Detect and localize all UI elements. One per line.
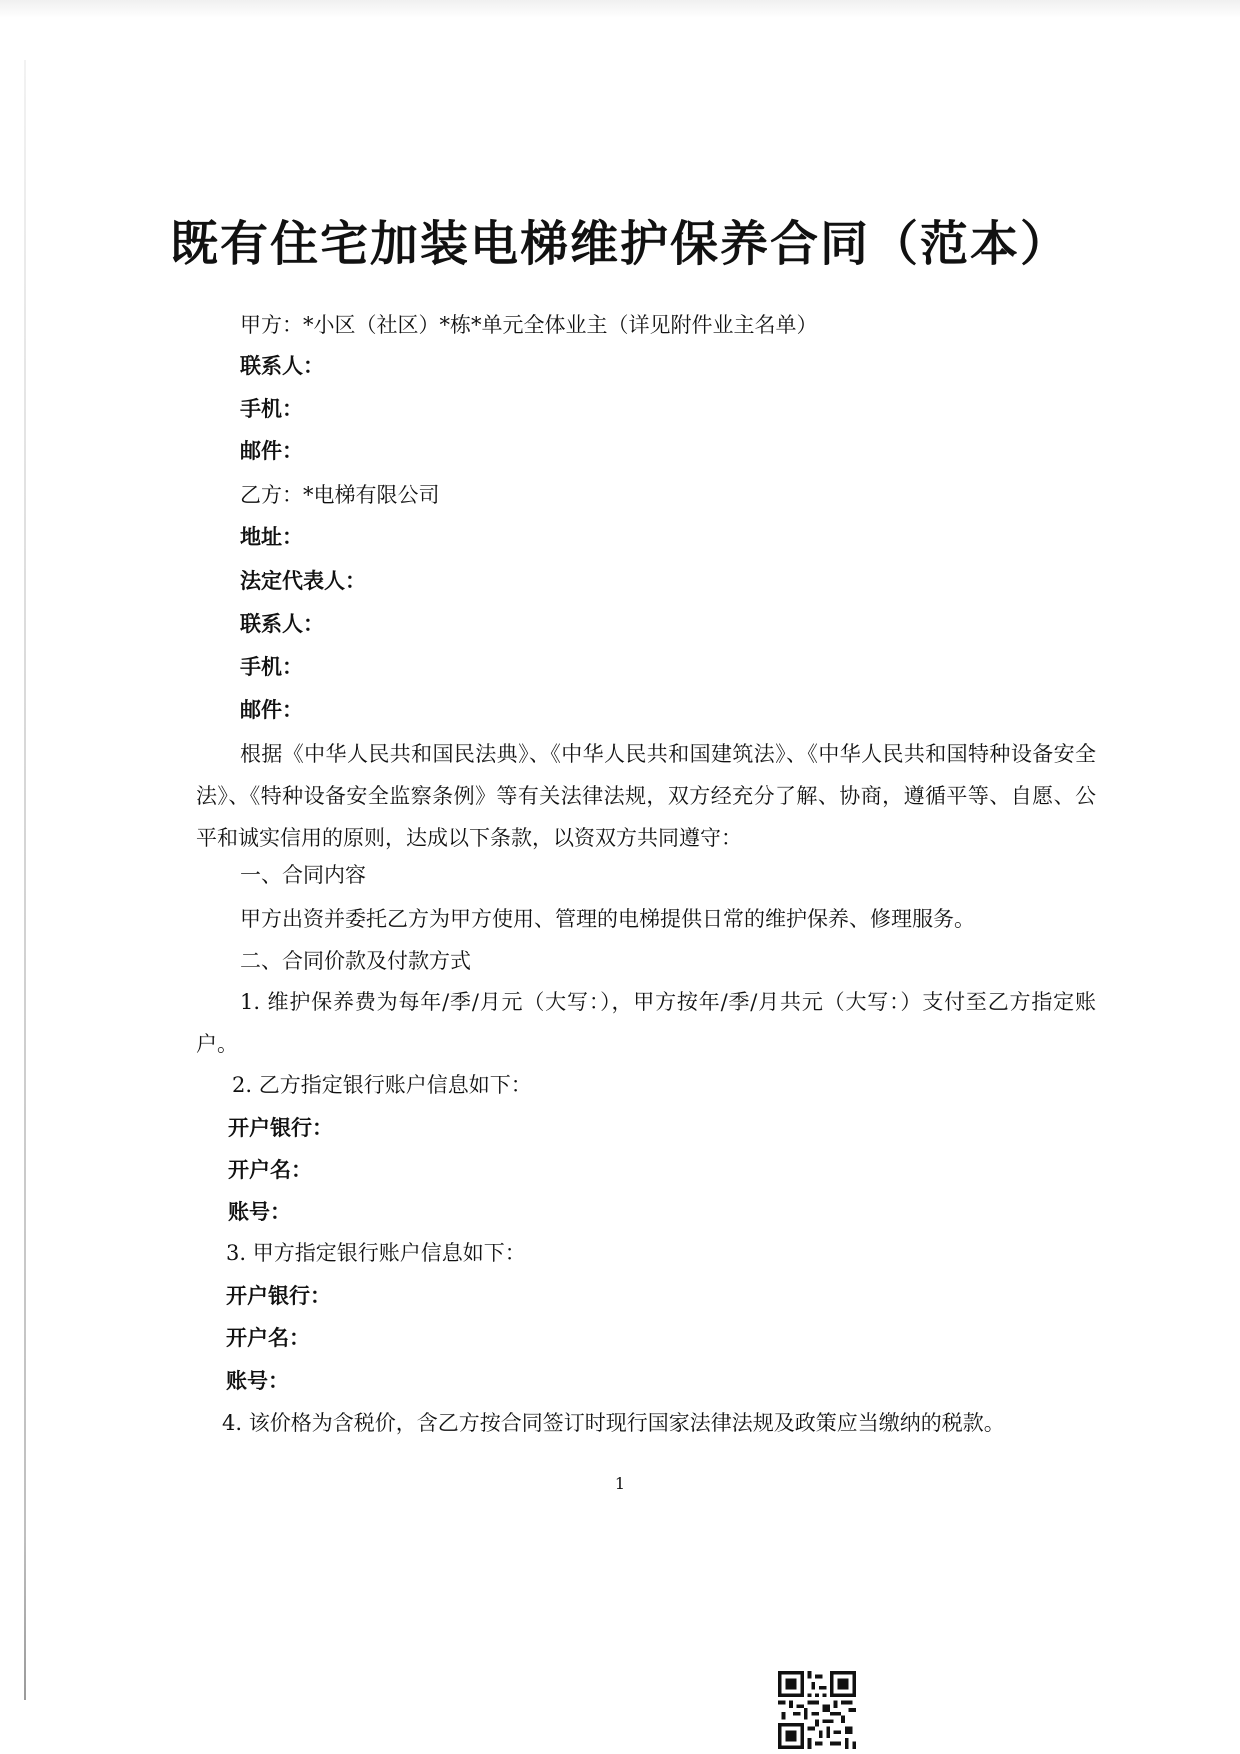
party-a-contact: 联系人： xyxy=(240,353,324,378)
a-bank-label: 开户银行： xyxy=(226,1283,331,1308)
scan-left-edge xyxy=(24,60,26,1700)
party-a-line: 甲方：*小区（社区）*栋*单元全体业主（详见附件业主名单） xyxy=(240,313,818,337)
party-b-contact: 联系人： xyxy=(240,611,324,636)
scan-top-edge xyxy=(0,0,1240,18)
party-b-email: 邮件： xyxy=(240,697,303,722)
section-1-text: 甲方出资并委托乙方为甲方使用、管理的电梯提供日常的维护保养、修理服务。 xyxy=(240,907,975,931)
b-account-name-label: 开户名： xyxy=(228,1157,312,1182)
b-bank-label: 开户银行： xyxy=(228,1115,333,1140)
b-account-number-label: 账号： xyxy=(228,1199,291,1224)
page-number: 1 xyxy=(614,1474,626,1493)
party-a-phone: 手机： xyxy=(240,396,303,421)
party-a-email: 邮件： xyxy=(240,438,303,463)
section-2-heading: 二、合同价款及付款方式 xyxy=(240,949,471,973)
party-b-address: 地址： xyxy=(240,524,303,549)
party-b-phone: 手机： xyxy=(240,654,303,679)
preamble-paragraph: 根据《中华人民共和国民法典》、《中华人民共和国建筑法》、《中华人民共和国特种设备安全法》、《特种设备安全监察条例》等有关法律法规，双方经充分了解、协商，遵循平等、自愿、公平和诚实信用的原则，达成以下条款，以资双方共同遵守： xyxy=(196,742,1096,850)
section-1-heading: 一、合同内容 xyxy=(240,863,366,887)
section-2-item-3: 3. 甲方指定银行账户信息如下： xyxy=(226,1241,526,1265)
section-2-item-2: 2. 乙方指定银行账户信息如下： xyxy=(232,1073,532,1097)
document-title: 既有住宅加装电梯维护保养合同（范本） xyxy=(169,216,1070,272)
section-2-item-1: 1. 维护保养费为每年/季/月元（大写：），甲方按年/季/月共元（大写：）支付至乙方指定账户。 xyxy=(196,990,1096,1056)
a-account-number-label: 账号： xyxy=(226,1368,289,1393)
section-2-item-4: 4. 该价格为含税价，含乙方按合同签订时现行国家法律法规及政策应当缴纳的税款。 xyxy=(222,1411,1005,1435)
party-b-legal-rep: 法定代表人： xyxy=(240,568,366,593)
party-b-line: 乙方：*电梯有限公司 xyxy=(240,483,440,507)
qr-code-icon xyxy=(778,1671,856,1749)
a-account-name-label: 开户名： xyxy=(226,1325,310,1350)
